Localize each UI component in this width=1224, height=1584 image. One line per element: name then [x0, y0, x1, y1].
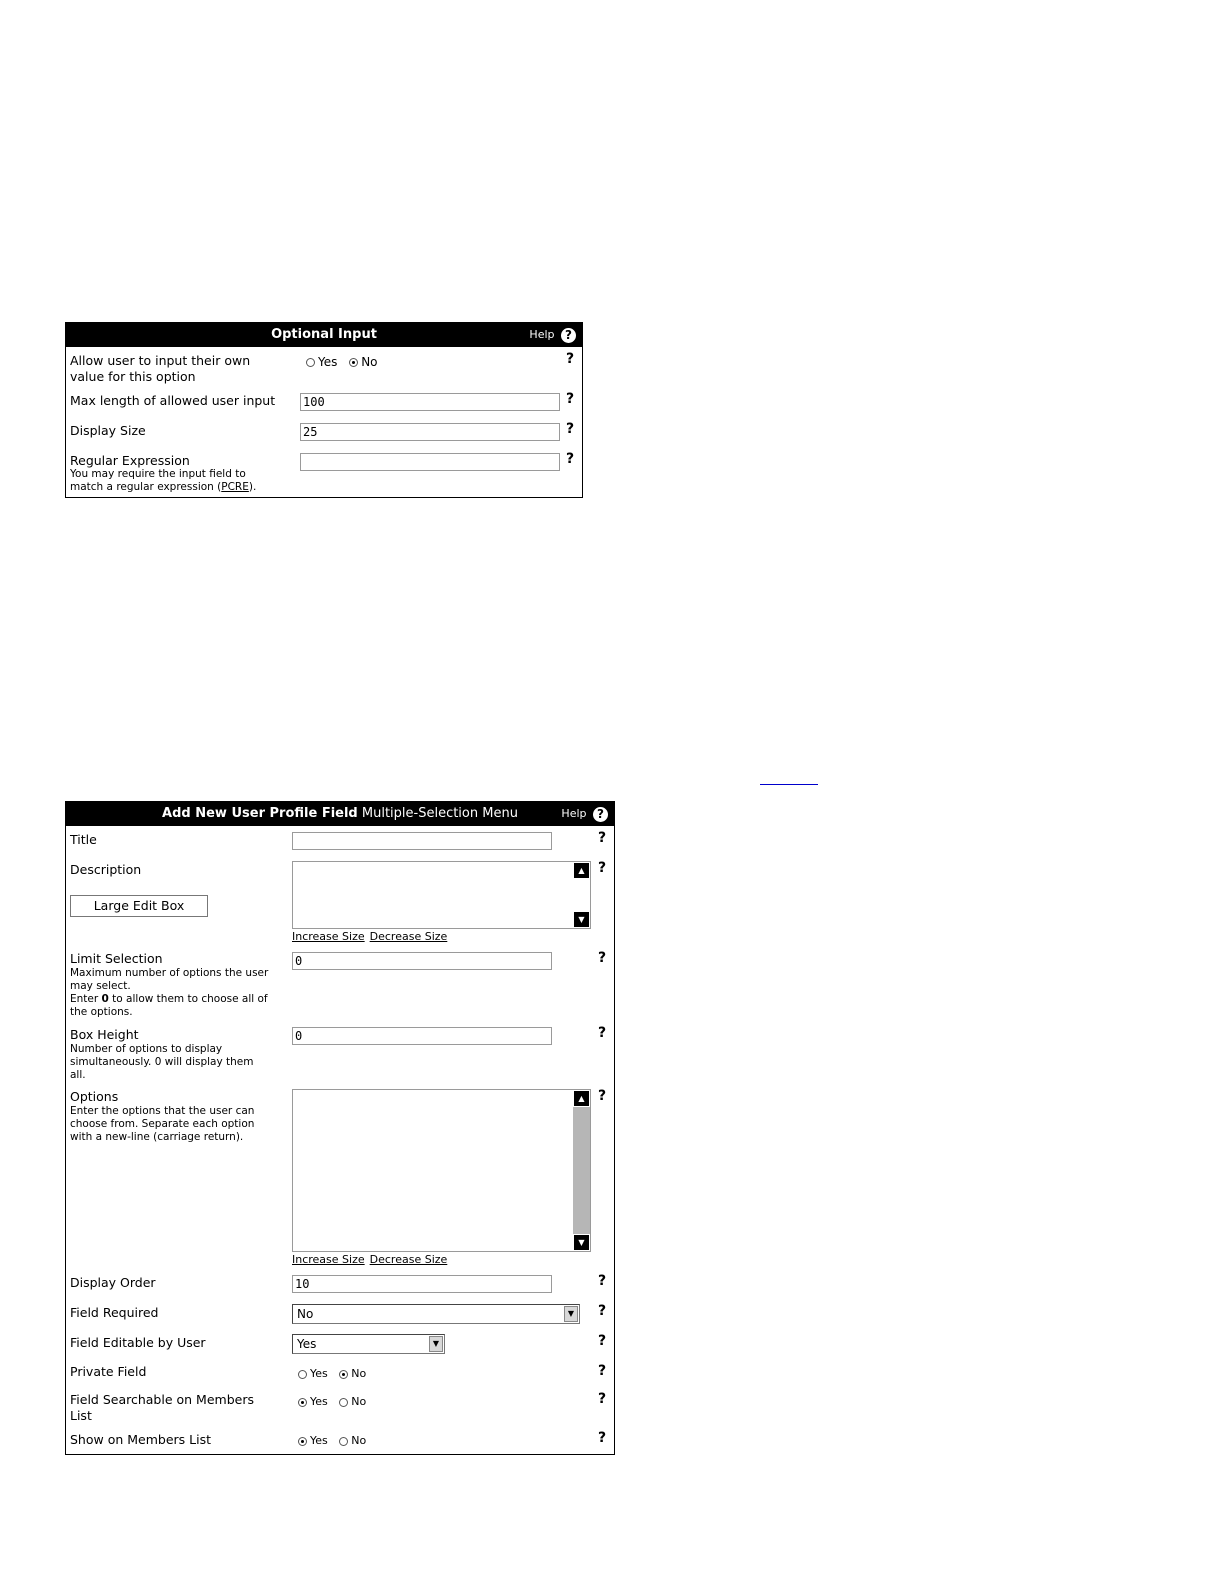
- options-desc-2: choose from. Separate each option: [70, 1118, 255, 1130]
- scroll-down-icon[interactable]: ▼: [573, 911, 590, 928]
- radio-icon: [339, 1398, 348, 1407]
- scrollbar[interactable]: [573, 862, 590, 928]
- chevron-down-icon[interactable]: ▼: [564, 1306, 578, 1322]
- add-field-panel: [65, 801, 615, 1455]
- searchable-yes[interactable]: [298, 1395, 328, 1408]
- max-length-label: Max length of allowed user input: [70, 393, 276, 408]
- limit-desc-2: may select.: [70, 980, 131, 992]
- row-help-icon[interactable]: ?: [598, 1363, 607, 1379]
- regex-desc-line1: You may require the input field to: [70, 468, 246, 480]
- options-label: Options: [70, 1089, 119, 1104]
- help-label: Help: [561, 807, 587, 820]
- box-height-desc-2: simultaneously. 0 will display them: [70, 1056, 254, 1068]
- row-help-icon[interactable]: ?: [566, 421, 575, 437]
- regex-desc-line2: [70, 481, 256, 494]
- limit-desc-1: Maximum number of options the user: [70, 967, 269, 979]
- desc-text: Enter: [70, 993, 102, 1005]
- desc-text: to allow them to choose all of: [108, 993, 268, 1005]
- row-help-icon[interactable]: ?: [598, 1333, 607, 1349]
- private-no[interactable]: [339, 1367, 366, 1380]
- box-height-desc-1: Number of options to display: [70, 1043, 223, 1055]
- title-label: Title: [70, 832, 97, 847]
- help-label: Help: [529, 328, 555, 341]
- row-help-icon[interactable]: ?: [598, 1025, 607, 1041]
- display-size-label: Display Size: [70, 423, 146, 438]
- allow-user-radio-group: [306, 355, 386, 369]
- decrease-size-link[interactable]: Decrease Size: [369, 1253, 448, 1266]
- help-icon: ?: [593, 807, 608, 822]
- regex-label: Regular Expression: [70, 453, 190, 468]
- radio-label: No: [351, 1367, 367, 1380]
- large-edit-box-button[interactable]: Large Edit Box: [70, 895, 208, 917]
- box-height-label: Box Height: [70, 1027, 139, 1042]
- searchable-label-line1: Field Searchable on Members: [70, 1392, 254, 1407]
- box-height-desc-3: all.: [70, 1069, 86, 1081]
- radio-selected-icon: [349, 358, 358, 367]
- desc-bold: 0: [101, 993, 109, 1005]
- panel-title: Optional Input: [271, 327, 377, 342]
- radio-icon: [298, 1370, 307, 1379]
- allow-user-label-line2: value for this option: [70, 369, 196, 384]
- select-value: Yes: [297, 1337, 317, 1351]
- display-order-input[interactable]: 10: [292, 1275, 552, 1293]
- field-required-label: Field Required: [70, 1305, 159, 1320]
- help-link[interactable]: [529, 323, 576, 347]
- show-yes[interactable]: [298, 1434, 328, 1447]
- radio-selected-icon: [339, 1370, 348, 1379]
- decrease-size-link[interactable]: Decrease Size: [369, 930, 448, 943]
- radio-label: No: [361, 355, 378, 369]
- radio-icon: [339, 1437, 348, 1446]
- radio-label: Yes: [310, 1367, 328, 1380]
- panel-subtitle: Multiple-Selection Menu: [361, 806, 518, 821]
- show-on-list-label: Show on Members List: [70, 1432, 211, 1447]
- max-length-input[interactable]: 100: [300, 393, 560, 411]
- chevron-down-icon[interactable]: ▼: [429, 1336, 443, 1352]
- display-order-label: Display Order: [70, 1275, 156, 1290]
- title-input[interactable]: [292, 832, 552, 850]
- allow-user-no[interactable]: [349, 355, 377, 369]
- row-help-icon[interactable]: ?: [598, 830, 607, 846]
- field-editable-label: Field Editable by User: [70, 1335, 206, 1350]
- row-help-icon[interactable]: ?: [598, 1273, 607, 1289]
- row-help-icon[interactable]: ?: [598, 950, 607, 966]
- row-help-icon[interactable]: ?: [566, 351, 575, 367]
- description-label: Description: [70, 862, 142, 877]
- private-yes[interactable]: [298, 1367, 328, 1380]
- optional-input-panel: [65, 322, 583, 498]
- options-desc-1: Enter the options that the user can: [70, 1105, 255, 1117]
- radio-label: Yes: [310, 1395, 328, 1408]
- radio-label: Yes: [310, 1434, 328, 1447]
- pcre-link[interactable]: PCRE: [221, 481, 249, 493]
- radio-selected-icon: [298, 1398, 307, 1407]
- link-underline[interactable]: [760, 784, 818, 785]
- help-icon: ?: [561, 328, 576, 343]
- row-help-icon[interactable]: ?: [598, 860, 607, 876]
- description-textarea[interactable]: [292, 861, 591, 929]
- scroll-down-icon[interactable]: ▼: [573, 1234, 590, 1251]
- increase-size-link[interactable]: Increase Size: [292, 1253, 365, 1266]
- row-help-icon[interactable]: ?: [566, 391, 575, 407]
- radio-selected-icon: [298, 1437, 307, 1446]
- desc-text: ).: [248, 481, 257, 493]
- show-on-list-radio-group: [298, 1434, 374, 1447]
- searchable-no[interactable]: [339, 1395, 366, 1408]
- row-help-icon[interactable]: ?: [598, 1430, 607, 1446]
- options-textarea[interactable]: [292, 1089, 591, 1252]
- row-help-icon[interactable]: ?: [598, 1303, 607, 1319]
- scrollbar[interactable]: [573, 1090, 590, 1251]
- scroll-up-icon[interactable]: ▲: [573, 1090, 590, 1107]
- allow-user-yes[interactable]: [306, 355, 337, 369]
- description-size-links: [292, 930, 452, 943]
- panel-title: Add New User Profile Field: [162, 806, 358, 821]
- searchable-label-line2: List: [70, 1408, 92, 1423]
- regex-input[interactable]: [300, 453, 560, 471]
- scroll-up-icon[interactable]: ▲: [573, 862, 590, 879]
- panel-header: [66, 802, 614, 826]
- field-editable-select[interactable]: [292, 1334, 445, 1354]
- desc-text: match a regular expression (: [70, 481, 222, 493]
- radio-label: Yes: [318, 355, 338, 369]
- row-help-icon[interactable]: ?: [566, 451, 575, 467]
- row-help-icon[interactable]: ?: [598, 1391, 607, 1407]
- private-field-radio-group: [298, 1367, 374, 1380]
- field-required-select[interactable]: [292, 1304, 580, 1324]
- display-size-input[interactable]: 25: [300, 423, 560, 441]
- radio-label: No: [351, 1395, 367, 1408]
- limit-selection-label: Limit Selection: [70, 951, 163, 966]
- searchable-radio-group: [298, 1395, 374, 1408]
- limit-desc-4: the options.: [70, 1006, 133, 1018]
- options-desc-3: with a new-line (carriage return).: [70, 1131, 244, 1143]
- row-help-icon[interactable]: ?: [598, 1088, 607, 1104]
- limit-selection-input[interactable]: 0: [292, 952, 552, 970]
- increase-size-link[interactable]: Increase Size: [292, 930, 365, 943]
- limit-desc-3: [70, 993, 268, 1006]
- allow-user-label-line1: Allow user to input their own: [70, 353, 251, 368]
- show-no[interactable]: [339, 1434, 366, 1447]
- private-field-label: Private Field: [70, 1364, 147, 1379]
- options-size-links: [292, 1253, 452, 1266]
- radio-icon: [306, 358, 315, 367]
- radio-label: No: [351, 1434, 367, 1447]
- select-value: No: [297, 1307, 314, 1321]
- box-height-input[interactable]: 0: [292, 1027, 552, 1045]
- help-link[interactable]: [561, 802, 608, 826]
- panel-header: [66, 323, 582, 347]
